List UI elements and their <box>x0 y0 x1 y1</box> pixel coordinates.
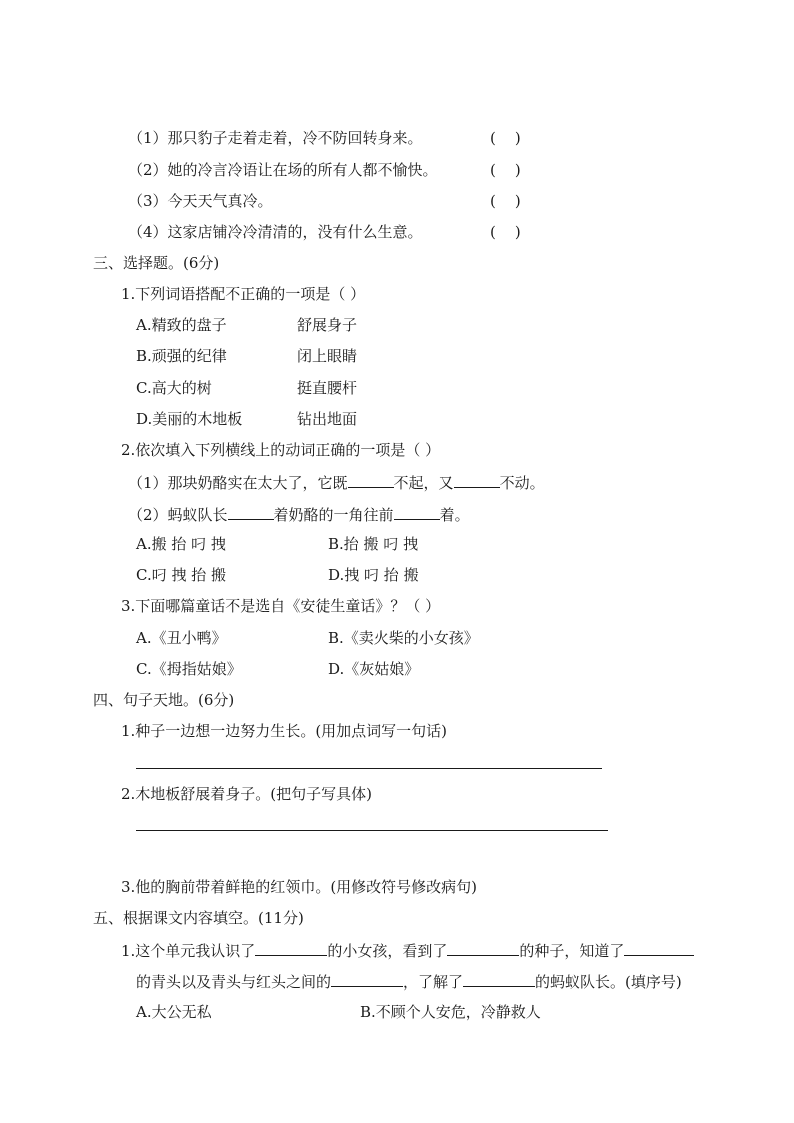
judge-item-1: （1）那只豹子走着走着，冷不防回转身来。 <box>128 129 423 147</box>
section4-title: 四、句子天地。(6分) <box>93 691 235 709</box>
answer-line-q4-1[interactable] <box>136 768 602 769</box>
q3-1-option-d-right: 钻出地面 <box>297 410 358 428</box>
q3-2-line1 <box>128 472 545 493</box>
q5-1-part2: 的小女孩，看到了 <box>327 942 448 960</box>
answer-paren-4[interactable]: ( ) <box>490 223 521 241</box>
q5-1-part4: 的青头以及青头与红头之间的 <box>136 973 332 991</box>
q4-1-text: 1.种子一边想一边努力生长。(用加点词写一句话) <box>121 722 448 740</box>
fill-blank[interactable] <box>447 940 519 956</box>
q3-3-stem: 3.下面哪篇童话不是选自《安徒生童话》？（ ） <box>121 597 441 615</box>
q3-2-line2 <box>128 504 470 525</box>
fill-blank[interactable] <box>331 971 403 987</box>
q3-2-option-c: C.叼 拽 抬 搬 <box>136 566 227 584</box>
answer-line-q4-2[interactable] <box>136 830 608 831</box>
q5-1-part6: 的蚂蚁队长。(填序号) <box>535 973 682 991</box>
judge-item-2: （2）她的冷言冷语让在场的所有人都不愉快。 <box>128 161 438 179</box>
answer-paren-2[interactable]: ( ) <box>490 161 521 179</box>
q3-2-option-d: D.拽 叼 抬 搬 <box>328 566 419 584</box>
q3-2-line1-part1: （1）那块奶酪实在太大了，它既 <box>128 474 348 492</box>
q5-option-b: B.不顾个人安危，冷静救人 <box>360 1003 541 1021</box>
fill-blank[interactable] <box>255 940 327 956</box>
section5-title: 五、根据课文内容填空。(11分) <box>93 909 304 927</box>
q3-1-option-c-left: C.高大的树 <box>136 379 212 397</box>
q3-3-option-d: D.《灰姑娘》 <box>328 660 420 678</box>
answer-paren-3[interactable]: ( ) <box>490 192 521 210</box>
fill-blank[interactable] <box>454 472 500 488</box>
q3-3-option-a: A.《丑小鸭》 <box>136 629 227 647</box>
q3-3-option-c: C.《拇指姑娘》 <box>136 660 242 678</box>
q5-1-part3: 的种子，知道了 <box>519 942 625 960</box>
q4-2-text: 2.木地板舒展着身子。(把句子写具体) <box>121 785 373 803</box>
q3-2-line2-part3: 着。 <box>439 506 470 524</box>
q5-1-line1 <box>121 940 694 961</box>
fill-blank[interactable] <box>463 971 535 987</box>
q3-2-option-b: B.抬 搬 叼 拽 <box>328 535 419 553</box>
fill-blank[interactable] <box>394 504 440 520</box>
q5-1-part5: ，了解了 <box>403 973 464 991</box>
q3-2-option-a: A.搬 抬 叼 拽 <box>136 535 226 553</box>
q3-1-stem: 1.下列词语搭配不正确的一项是（ ） <box>121 285 366 303</box>
fill-blank[interactable] <box>228 504 274 520</box>
section3-title: 三、选择题。(6分) <box>93 254 220 272</box>
q4-3-text: 3.他的胸前带着鲜艳的红领巾。(用修改符号修改病句) <box>121 878 478 896</box>
q3-2-line2-part1: （2）蚂蚁队长 <box>128 506 228 524</box>
q3-1-option-d-left: D.美丽的木地板 <box>136 410 243 428</box>
q3-1-option-a-left: A.精致的盘子 <box>136 316 227 334</box>
q5-option-a: A.大公无私 <box>136 1003 212 1021</box>
q3-2-line2-part2: 着奶酪的一角往前 <box>273 506 394 524</box>
fill-blank[interactable] <box>624 940 694 956</box>
q3-1-option-b-left: B.顽强的纪律 <box>136 347 227 365</box>
judge-item-3: （3）今天天气真冷。 <box>128 192 273 210</box>
q3-1-option-a-right: 舒展身子 <box>297 316 358 334</box>
q3-2-line1-part2: 不起，又 <box>393 474 454 492</box>
q5-1-line2 <box>136 971 682 992</box>
q3-1-option-c-right: 挺直腰杆 <box>297 379 358 397</box>
q3-2-stem: 2.依次填入下列横线上的动词正确的一项是（ ） <box>121 441 441 459</box>
fill-blank[interactable] <box>348 472 394 488</box>
judge-item-4: （4）这家店铺冷冷清清的，没有什么生意。 <box>128 223 423 241</box>
q3-2-line1-part3: 不动。 <box>499 474 545 492</box>
q3-3-option-b: B.《卖火柴的小女孩》 <box>328 629 479 647</box>
q3-1-option-b-right: 闭上眼睛 <box>297 347 358 365</box>
answer-paren-1[interactable]: ( ) <box>490 129 521 147</box>
q5-1-part1: 1.这个单元我认识了 <box>121 942 256 960</box>
